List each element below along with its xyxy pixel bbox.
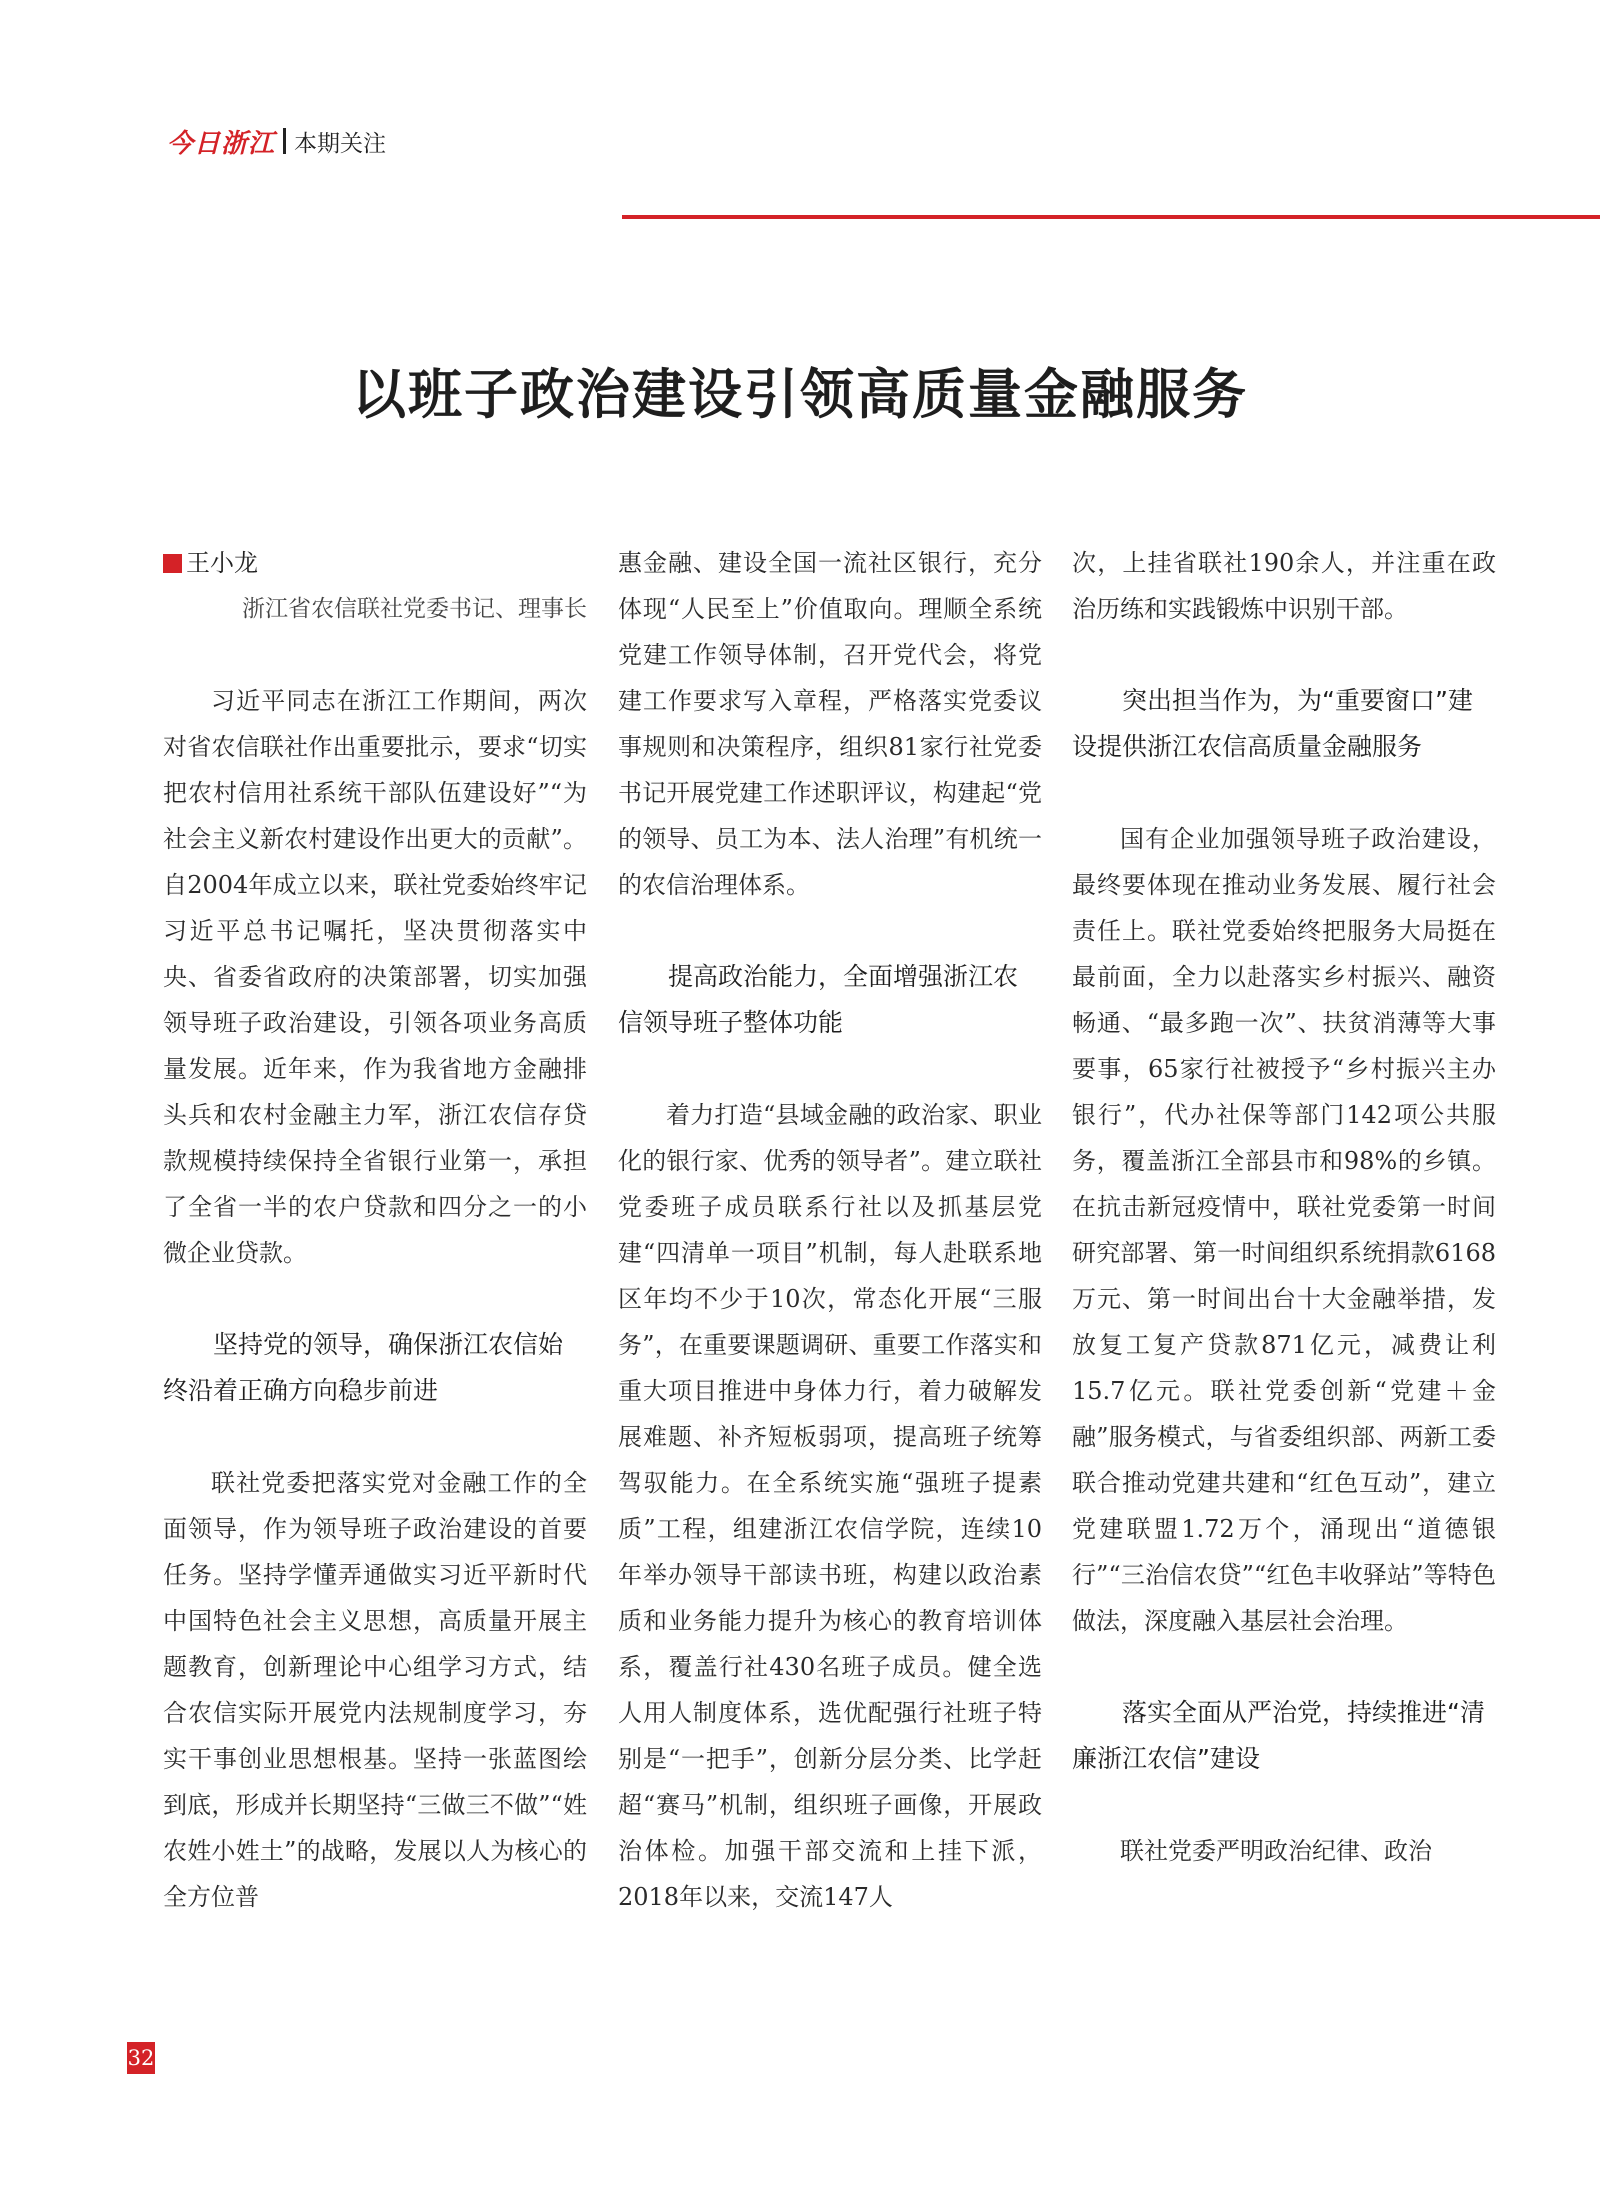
section-heading: 坚持党的领导，确保浙江农信始终沿着正确方向稳步前进 bbox=[163, 1330, 564, 1405]
author-name: 王小龙 bbox=[186, 549, 258, 577]
paragraph: 联社党委把落实党对金融工作的全面领导，作为领导班子政治建设的首要任务。坚持学懂弄通做实习近平新时代中国特色社会主义思想，高质量开展主题教育，创新理论中心组学习方式，结合农信实际开展党内法规制度学习，夯实干事创业思想根基。坚持一张蓝图绘到底，形成并长期坚持“三做三不做”“姓农姓小姓土”的战略，发展以人为核心的全方位普 bbox=[163, 1469, 587, 1911]
section-label: 本期关注 bbox=[294, 130, 387, 157]
spacer bbox=[163, 632, 587, 678]
magazine-logo: 今日浙江 bbox=[167, 128, 276, 159]
spacer bbox=[163, 1276, 587, 1322]
paragraph: 次，上挂省联社190余人，并注重在政治历练和实践锻炼中识别干部。 bbox=[1072, 549, 1496, 623]
section-heading: 提高政治能力，全面增强浙江农信领导班子整体功能 bbox=[618, 962, 1019, 1037]
author-affiliation: 浙江省农信联社党委书记、理事长 bbox=[242, 596, 587, 622]
paragraph: 联社党委严明政治纪律、政治 bbox=[1120, 1837, 1432, 1865]
masthead bbox=[167, 124, 386, 158]
column-3 bbox=[1072, 540, 1496, 1874]
paragraph: 国有企业加强领导班子政治建设，最终要体现在推动业务发展、履行社会责任上。联社党委始终把服务大局挺在最前面，全力以赴落实乡村振兴、融资畅通、“最多跑一次”、扶贫消薄等大事要事，65家行社被授予“乡村振兴主办银行”，代办社保等部门142项公共服务，覆盖浙江全部县市和98%的乡镇。在抗击新冠疫情中，联社党委第一时间研究部署、第一时间组织系统捐款6168万元、第一时间出台十大金融举措，发放复工复产贷款871亿元，减费让利15.7亿元。联社党委创新“党建＋金融”服务模式，与省委组织部、两新工委联合推动党建共建和“红色互动”，建立党建联盟1.72万个，涌现出“道德银行”“三治信农贷”“红色丰收驿站”等特色做法，深度融入基层社会治理。 bbox=[1072, 825, 1496, 1635]
column-1 bbox=[163, 540, 587, 1920]
author-marker-icon bbox=[163, 554, 182, 573]
spacer bbox=[1072, 632, 1496, 678]
header-rule bbox=[622, 215, 1600, 219]
article-title: 以班子政治建设引领高质量金融服务 bbox=[352, 362, 1248, 426]
column-2 bbox=[618, 540, 1042, 1920]
page-number: 32 bbox=[127, 2042, 155, 2074]
spacer bbox=[618, 908, 1042, 954]
section-heading: 落实全面从严治党，持续推进“清廉浙江农信”建设 bbox=[1072, 1698, 1485, 1773]
author-line bbox=[163, 540, 587, 586]
spacer bbox=[163, 1414, 587, 1460]
spacer bbox=[1072, 1644, 1496, 1690]
paragraph: 惠金融、建设全国一流社区银行，充分体现“人民至上”价值取向。理顺全系统党建工作领导体制，召开党代会，将党建工作要求写入章程，严格落实党委议事规则和决策程序，组织81家行社党委书记开展党建工作述职评议，构建起“党的领导、员工为本、法人治理”有机统一的农信治理体系。 bbox=[618, 549, 1042, 899]
masthead-divider bbox=[283, 128, 286, 154]
section-heading: 突出担当作为，为“重要窗口”建设提供浙江农信高质量金融服务 bbox=[1072, 686, 1473, 761]
paragraph: 习近平同志在浙江工作期间，两次对省农信联社作出重要批示，要求“切实把农村信用社系统干部队伍建设好”“为社会主义新农村建设作出更大的贡献”。自2004年成立以来，联社党委始终牢记习近平总书记嘱托，坚决贯彻落实中央、省委省政府的决策部署，切实加强领导班子政治建设，引领各项业务高质量发展。近年来，作为我省地方金融排头兵和农村金融主力军，浙江农信存贷款规模持续保持全省银行业第一，承担了全省一半的农户贷款和四分之一的小微企业贷款。 bbox=[163, 687, 587, 1267]
paragraph: 着力打造“县域金融的政治家、职业化的银行家、优秀的领导者”。建立联社党委班子成员联系行社以及抓基层党建“四清单一项目”机制，每人赴联系地区年均不少于10次，常态化开展“三服务”，在重要课题调研、重要工作落实和重大项目推进中身体力行，着力破解发展难题、补齐短板弱项，提高班子统筹驾驭能力。在全系统实施“强班子提素质”工程，组建浙江农信学院，连续10年举办领导干部读书班，构建以政治素质和业务能力提升为核心的教育培训体系，覆盖行社430名班子成员。健全选人用人制度体系，选优配强行社班子特别是“一把手”，创新分层分类、比学赶超“赛马”机制，组织班子画像，开展政治体检。加强干部交流和上挂下派，2018年以来，交流147人 bbox=[618, 1101, 1042, 1911]
spacer bbox=[1072, 770, 1496, 816]
spacer bbox=[1072, 1782, 1496, 1828]
spacer bbox=[618, 1046, 1042, 1092]
